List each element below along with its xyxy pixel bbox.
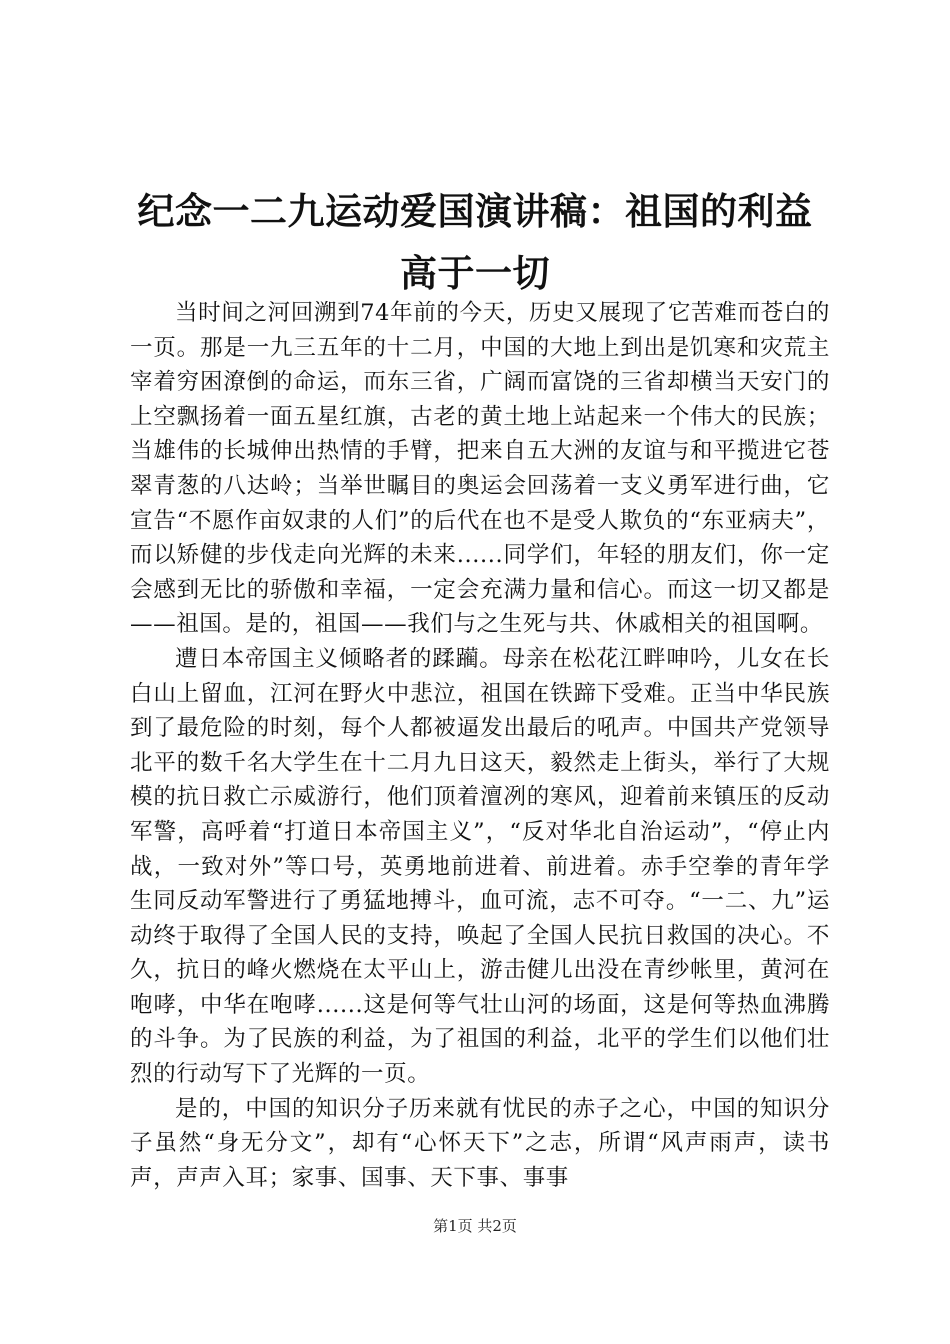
page-footer: 第1页 共2页 <box>433 1217 517 1235</box>
document-title: 纪念一二九运动爱国演讲稿：祖国的利益高于一切 <box>137 189 813 295</box>
paragraph: 当时间之河回溯到74年前的今天，历史又展现了它苦难而苍白的一页。那是一九三五年的十二月，中国的大地上到出是饥寒和灾荒主宰着穷困潦倒的命运，而东三省，广阔而富饶的三省却横当天安门的上空飘扬着一面五星红旗，古老的黄土地上站起来一个伟大的民族；当雄伟的长城伸出热情的手臂，把来自五大洲的友谊与和平揽进它苍翠青葱的八达岭；当举世瞩目的奥运会回荡着一支义勇军进行曲，它宣告“不愿作亩奴隶的人们”的后代在也不是受人欺负的“东亚病夫”，而以矫健的步伐走向光辉的未来......同学们，年轻的朋友们，你一定会感到无比的骄傲和幸福，一定会充满力量和信心。而这一切又都是——祖国。是的，祖国——我们与之生死与共、休戚相关的祖国啊。 <box>130 300 830 638</box>
document-body <box>130 296 830 1195</box>
paragraph: 是的，中国的知识分子历来就有忧民的赤子之心，中国的知识分子虽然“身无分文”，却有“心怀天下”之志，所谓“风声雨声，读书声，声声入耳；家事、国事、天下事、事事 <box>130 1095 830 1191</box>
paragraph: 遭日本帝国主义倾略者的蹂躏。母亲在松花江畔呻吟，儿女在长白山上留血，江河在野火中悲泣，祖国在铁蹄下受难。正当中华民族到了最危险的时刻，每个人都被逼发出最后的吼声。中国共产党领导北平的数千名大学生在十二月九日这天，毅然走上街头，举行了大规模的抗日救亡示威游行，他们顶着澶冽的寒风，迎着前来镇压的反动军警，高呼着“打道日本帝国主义”，“反对华北自治运动”，“停止内战，一致对外”等口号，英勇地前进着、前进着。赤手空拳的青年学生同反动军警进行了勇猛地搏斗，血可流，志不可夺。“一二、九”运动终于取得了全国人民的支持，唤起了全国人民抗日救国的决心。不久，抗日的峰火燃烧在太平山上，游击健儿出没在青纱帐里，黄河在咆哮，中华在咆哮......这是何等气壮山河的场面，这是何等热血沸腾的斗争。为了民族的利益，为了祖国的利益，北平的学生们以他们壮烈的行动写下了光辉的一页。 <box>130 645 830 1088</box>
